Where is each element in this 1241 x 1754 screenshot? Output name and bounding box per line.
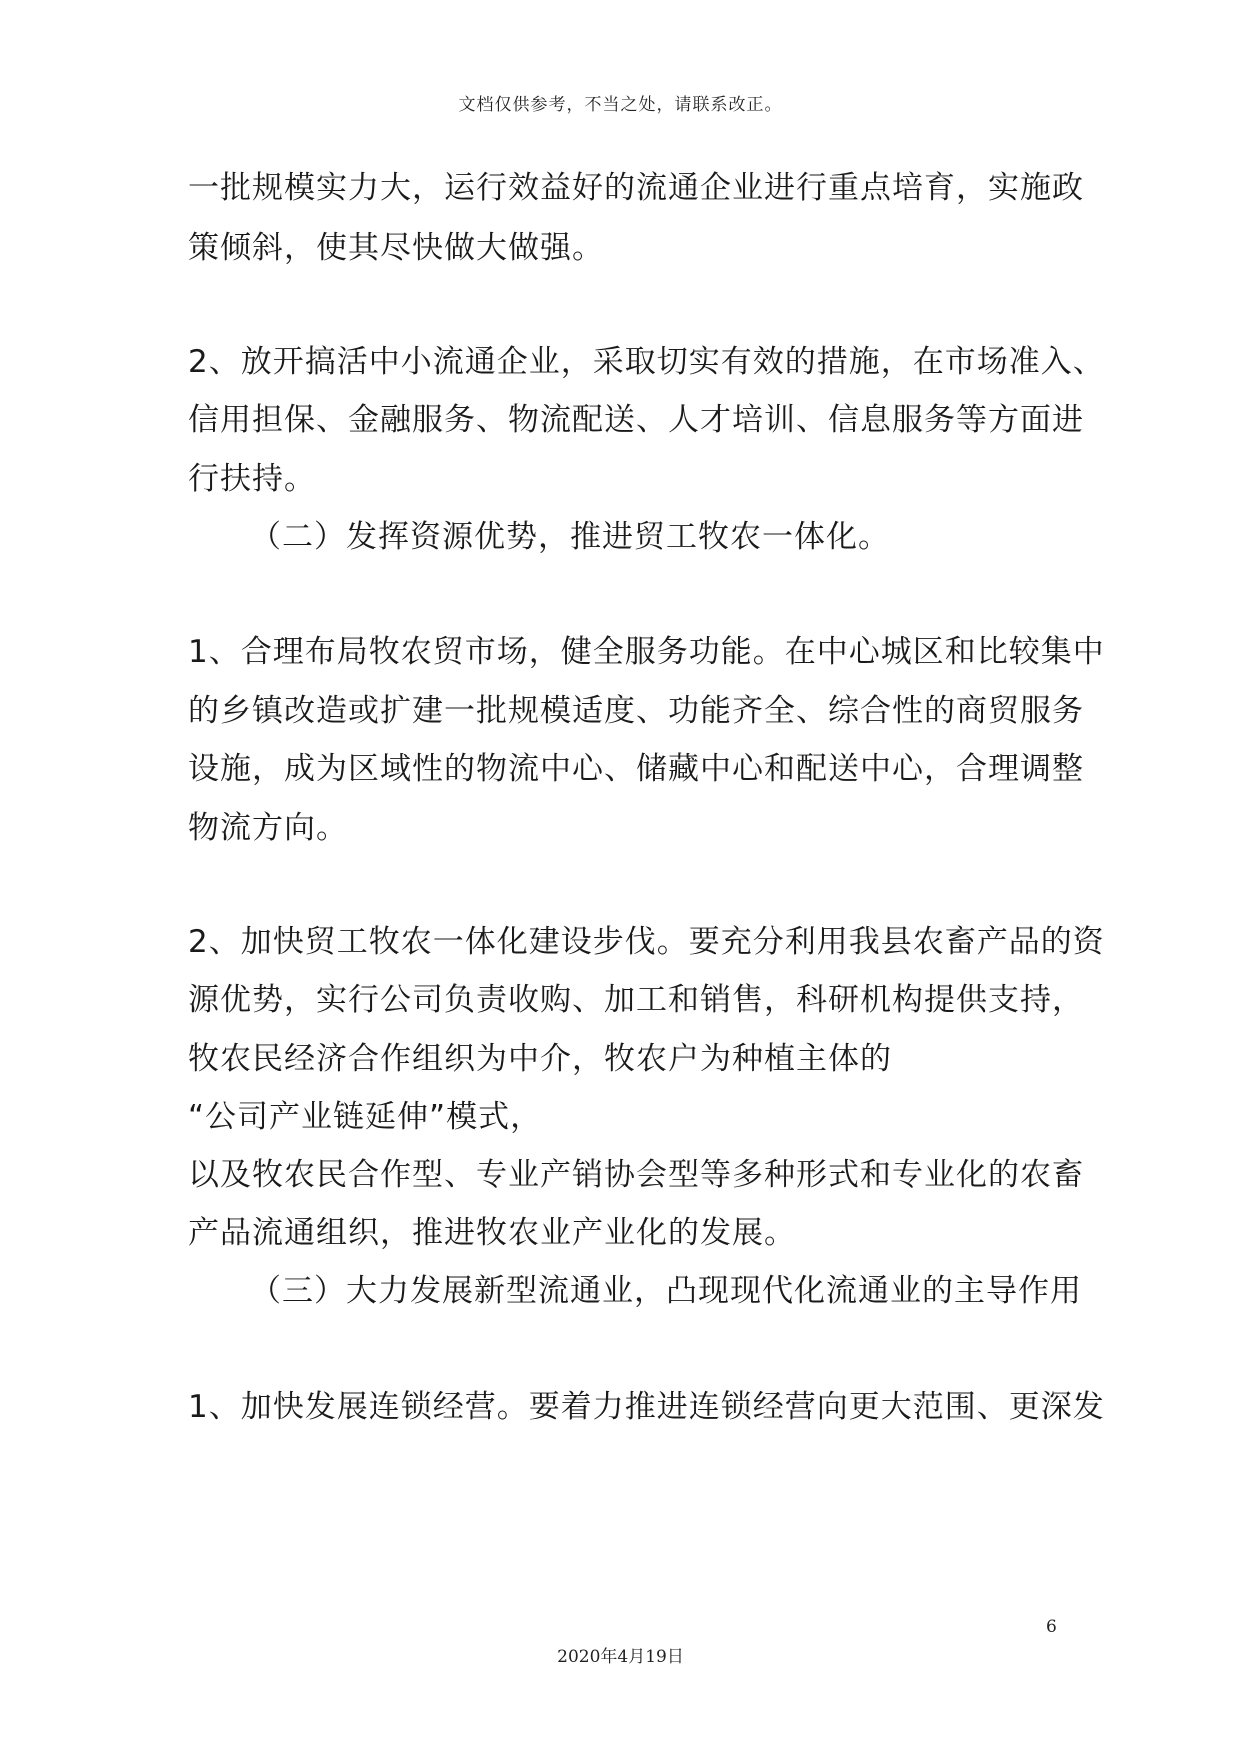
body-line-10: 物流方向。 [188, 810, 348, 846]
page-number: 6 [1046, 1617, 1057, 1637]
body-line-2: 策倾斜，使其尽快做大做强。 [188, 230, 604, 266]
body-line-3: 2、放开搞活中小流通企业，采取切实有效的措施，在市场准入、 [188, 344, 1105, 380]
body-line-7: 1、合理布局牧农贸市场，健全服务功能。在中心城区和比较集中 [188, 634, 1105, 670]
body-line-8: 的乡镇改造或扩建一批规模适度、功能齐全、综合性的商贸服务 [188, 693, 1084, 729]
body-line-12: 源优势，实行公司负责收购、加工和销售，科研机构提供支持， [188, 982, 1084, 1018]
body-line-1: 一批规模实力大，运行效益好的流通企业进行重点培育，实施政 [188, 170, 1084, 206]
body-line-14: “公司产业链延伸”模式， [188, 1099, 543, 1135]
body-line-4: 信用担保、金融服务、物流配送、人才培训、信息服务等方面进 [188, 402, 1084, 438]
body-line-9: 设施，成为区域性的物流中心、储藏中心和配送中心，合理调整 [188, 751, 1084, 787]
body-line-18: 1、加快发展连锁经营。要着力推进连锁经营向更大范围、更深发 [188, 1389, 1105, 1425]
section-heading-3: （三）大力发展新型流通业，凸现现代化流通业的主导作用 [250, 1273, 1082, 1309]
body-line-15: 以及牧农民合作型、专业产销协会型等多种形式和专业化的农畜 [188, 1157, 1084, 1193]
footer-date: 2020年4月19日 [557, 1647, 684, 1667]
body-line-5: 行扶持。 [188, 461, 316, 497]
header-note: 文档仅供参考，不当之处，请联系改正。 [458, 95, 783, 115]
body-line-13: 牧农民经济合作组织为中介，牧农户为种植主体的 [188, 1041, 892, 1077]
section-heading-2: （二）发挥资源优势，推进贸工牧农一体化。 [250, 519, 890, 555]
body-line-11: 2、加快贸工牧农一体化建设步伐。要充分利用我县农畜产品的资 [188, 924, 1105, 960]
body-line-16: 产品流通组织，推进牧农业产业化的发展。 [188, 1215, 796, 1251]
